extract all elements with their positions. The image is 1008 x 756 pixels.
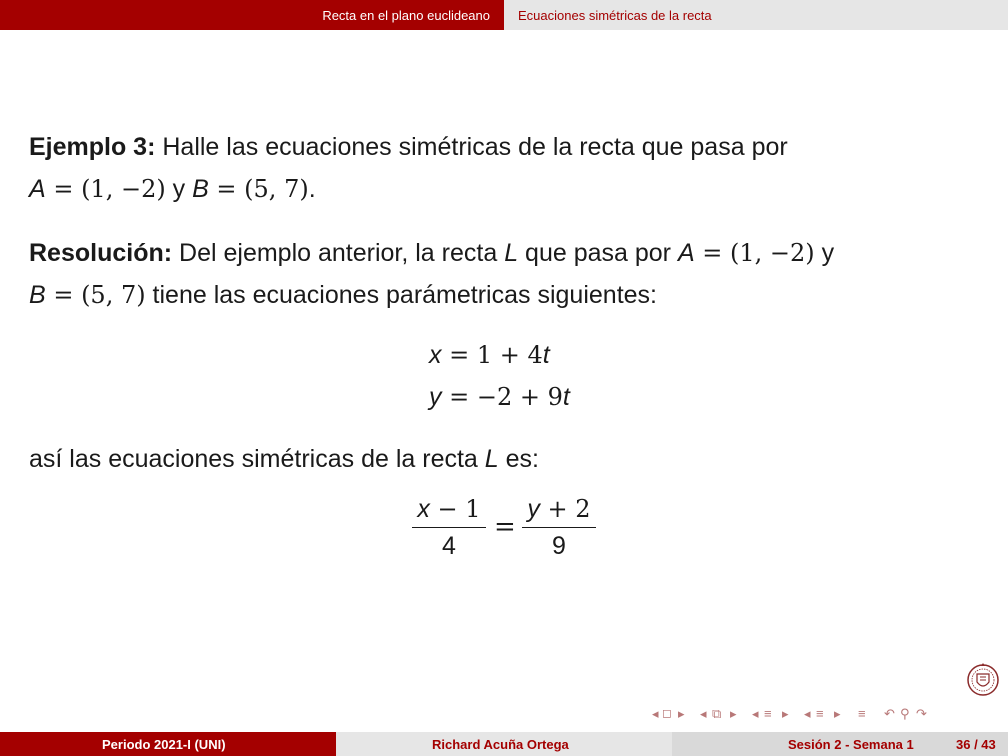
- section-link[interactable]: Recta en el plano euclideano: [322, 8, 490, 23]
- footer-page-number: 36 / 43: [956, 737, 996, 752]
- nav-next-section-icon[interactable]: ▸: [834, 706, 841, 721]
- equals-sign: =: [694, 239, 730, 267]
- resolution-text-1: Del ejemplo anterior, la recta: [172, 239, 505, 267]
- section-nav[interactable]: [0, 0, 504, 30]
- fraction-left: [412, 494, 486, 561]
- y-variable: y: [527, 495, 540, 523]
- equals-sign: =: [208, 175, 245, 203]
- resolution-label: Resolución:: [29, 239, 173, 267]
- point-a-coords: (1, −2): [81, 175, 166, 203]
- point-a-name: A: [677, 239, 695, 267]
- t-variable: t: [562, 383, 570, 411]
- point-a-name: A: [29, 175, 46, 203]
- nav-search-icon[interactable]: ⚲: [900, 706, 910, 721]
- top-navigation-bar: [0, 0, 1008, 30]
- line-name: L: [484, 445, 499, 473]
- fraction-left-denominator: 4: [442, 532, 456, 560]
- fraction-bar: [522, 527, 596, 528]
- fraction-right-denominator: 9: [552, 532, 566, 560]
- numerator-rest: + 2: [539, 495, 591, 523]
- nav-prev-subsection-icon[interactable]: ◂: [752, 706, 759, 721]
- symmetric-intro-text-2: es:: [498, 445, 539, 473]
- parametric-y-equation: [429, 382, 570, 412]
- and-word: y: [814, 239, 835, 267]
- point-a-coords: (1, −2): [730, 239, 815, 267]
- beamer-navigation-symbols: [652, 706, 992, 726]
- point-b-coords: (5, 7): [244, 175, 309, 203]
- fraction-bar: [412, 527, 486, 528]
- and-word: y: [165, 175, 193, 203]
- equals-sign: =: [45, 175, 82, 203]
- footer-period-box: [0, 732, 336, 756]
- footer-bar: [0, 732, 1008, 756]
- example-label: Ejemplo 3:: [29, 133, 156, 161]
- footer-session: Sesión 2 - Semana 1: [788, 737, 914, 752]
- fraction-right-numerator: [522, 494, 596, 524]
- parametric-x-equation: [429, 340, 550, 370]
- symmetric-intro-text-1: así las ecuaciones simétricas de la recta: [29, 445, 485, 473]
- nav-prev-section-icon[interactable]: ◂: [804, 706, 811, 721]
- t-variable: t: [542, 341, 550, 369]
- subsection-nav[interactable]: [504, 0, 1008, 30]
- nav-frame-icon[interactable]: ◻: [662, 706, 672, 720]
- y-variable: y: [429, 383, 442, 411]
- nav-next-frame-icon[interactable]: ▸: [678, 706, 685, 721]
- resolution-text-2: que pasa por: [518, 239, 678, 267]
- footer-session-box: [672, 732, 1008, 756]
- subsection-link[interactable]: Ecuaciones simétricas de la recta: [518, 8, 712, 23]
- nav-section-icon[interactable]: ≡: [816, 706, 824, 721]
- numerator-rest: − 1: [429, 495, 481, 523]
- footer-author: Richard Acuña Ortega: [432, 737, 569, 752]
- nav-subsection-icon[interactable]: ≡: [764, 706, 772, 721]
- nav-prev-slide-icon[interactable]: ◂: [700, 706, 707, 721]
- nav-forward-icon[interactable]: ↷: [916, 706, 927, 721]
- x-variable: x: [417, 495, 430, 523]
- nav-next-slide-icon[interactable]: ▸: [730, 706, 737, 721]
- point-b-coords: (5, 7): [81, 281, 146, 309]
- x-variable: x: [429, 341, 442, 369]
- equals-sign: =: [45, 281, 82, 309]
- example-text: Halle las ecuaciones simétricas de la recta que pasa por: [155, 133, 788, 161]
- resolution-line-1: [29, 238, 834, 268]
- resolution-text-3: tiene las ecuaciones parámetricas siguientes:: [145, 281, 657, 309]
- symmetric-intro-line: [29, 444, 539, 474]
- nav-next-subsection-icon[interactable]: ▸: [782, 706, 789, 721]
- resolution-line-2: [29, 280, 657, 310]
- nav-back-icon[interactable]: ↶: [884, 706, 895, 721]
- nav-slide-icon[interactable]: ⧉: [712, 706, 722, 721]
- point-b-name: B: [192, 175, 209, 203]
- footer-author-box: [336, 732, 672, 756]
- equals-sign: =: [494, 512, 516, 542]
- y-rhs: = −2 + 9: [441, 383, 563, 411]
- point-b-name: B: [29, 281, 46, 309]
- x-rhs: = 1 + 4: [441, 341, 543, 369]
- example-line-2: [29, 174, 316, 204]
- university-seal-logo: [966, 660, 1000, 700]
- example-line-1: [29, 132, 788, 162]
- nav-prev-frame-icon[interactable]: ◂: [652, 706, 659, 721]
- footer-period: Periodo 2021-I (UNI): [102, 737, 226, 752]
- period: .: [308, 175, 316, 203]
- fraction-right: [522, 494, 596, 561]
- line-name: L: [504, 239, 519, 267]
- nav-document-icon[interactable]: ≡: [858, 706, 866, 721]
- fraction-left-numerator: [412, 494, 486, 524]
